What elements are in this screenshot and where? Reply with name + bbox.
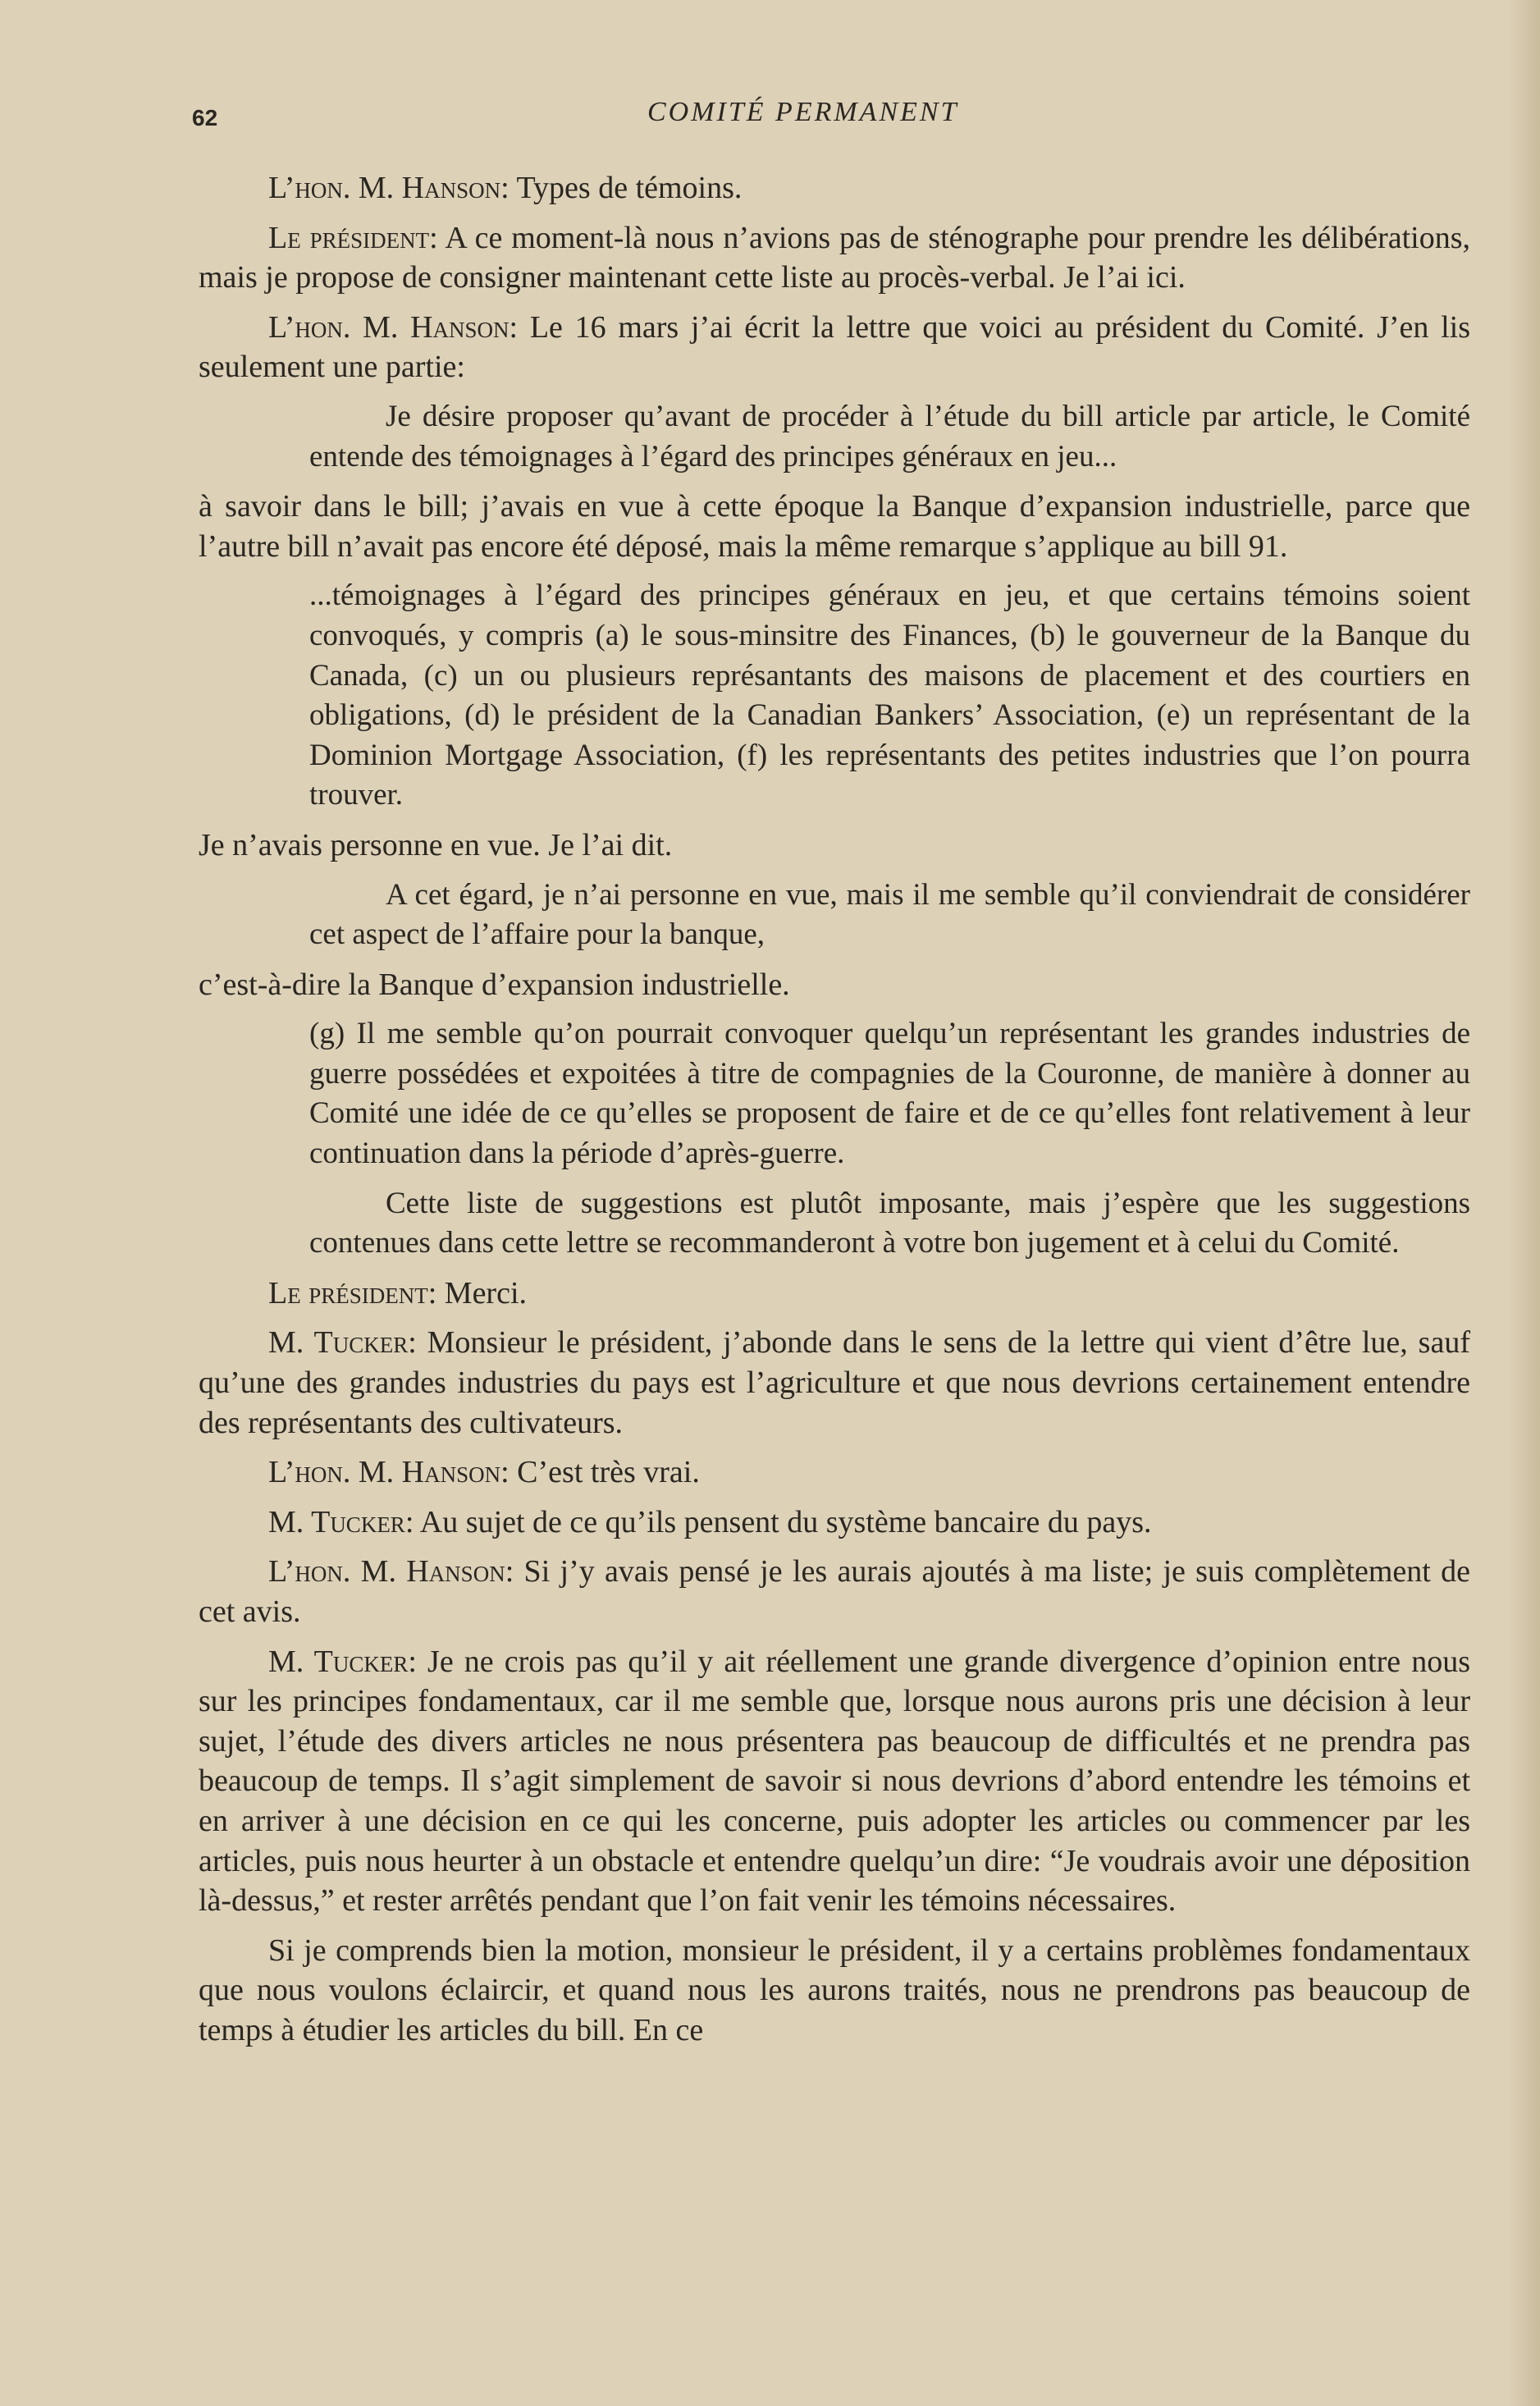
page-header xyxy=(192,90,1341,140)
paragraph-text: ...témoignages à l’égard des principes généraux en jeu, et que certains témoins soient convoqués, y compris (a) le sous-minsitre des Finances, (b) le gouverneur de la Banque du Canada, (c) un ou plusieurs représantants des maisons de placement et des courtiers en obligations, (d) le président de la Canadian Bankers’ Association, (e) un représentant de la Dominion Mortgage Association, (f) les représentants des petites industries que l’on pourra trouver. xyxy=(309,579,1470,812)
paragraph-text: Si je comprends bien la motion, monsieur le président, il y a certains problèmes fondamentaux que nous voulons éclaircir, et quand nous les aurons traités, nous ne prendrons pas beaucoup de temps à étudier les articles du bill. En ce xyxy=(199,1933,1470,2047)
paragraph xyxy=(309,397,1470,477)
speaker-name: L’hon. M. Hanson: xyxy=(268,309,519,345)
paragraph-text: Types de témoins. xyxy=(509,171,743,205)
paragraph-text: c’est-à-dire la Banque d’expansion industrielle. xyxy=(199,967,790,1002)
speaker-name: M. Tucker: xyxy=(268,1504,414,1539)
paragraph xyxy=(199,826,1470,866)
paragraph-text: Le 16 mars j’ai écrit la lettre que voici au président du Comité. J’en lis seulement une partie: xyxy=(199,309,1471,385)
speaker-name: L’hon. M. Hanson: xyxy=(268,1554,514,1590)
paragraph-text: à savoir dans le bill; j’avais en vue à cette époque la Banque d’expansion industrielle, parce que l’autre bill n’avait pas encore été déposé, mais la même remarque s’applique au bill 91. xyxy=(199,489,1470,564)
paragraph xyxy=(309,576,1470,816)
paragraph xyxy=(199,1931,1470,2051)
paragraph-text: A ce moment-là nous n’avions pas de sténographe pour prendre les délibérations, mais je propose de consigner maintenant cette liste au procès-verbal. Je l’ai ici. xyxy=(199,220,1470,295)
paragraph-text: Si j’y avais pensé je les aurais ajoutés à ma liste; je suis complètement de cet avis. xyxy=(199,1554,1471,1629)
speaker-name: Le président: xyxy=(268,1275,437,1310)
paragraph xyxy=(199,218,1470,298)
speaker-name: M. Tucker: xyxy=(268,1644,417,1679)
paragraph xyxy=(199,965,1470,1005)
page-edge-shadow xyxy=(1507,0,1540,2406)
speaker-name: M. Tucker: xyxy=(268,1325,417,1361)
paragraph xyxy=(199,1323,1470,1443)
speaker-name: L’hon. M. Hanson: xyxy=(268,1455,510,1490)
paragraph-text: Je n’avais personne en vue. Je l’ai dit. xyxy=(199,827,673,862)
paragraph xyxy=(199,168,1470,208)
paragraph-text: C’est très vrai. xyxy=(509,1455,700,1490)
running-title: COMITÉ PERMANENT xyxy=(647,97,959,127)
paragraph xyxy=(199,1642,1470,1921)
paragraph-text: Je désire proposer qu’avant de procéder à l’étude du bill article par article, le Comité entende des témoignages à l’égard des principes généraux en jeu... xyxy=(309,399,1470,473)
paragraph-text: Merci. xyxy=(436,1275,528,1310)
paragraph xyxy=(309,1184,1470,1264)
paragraph xyxy=(199,1503,1470,1543)
paragraph-text: Monsieur le président, j’abonde dans le sens de la lettre qui vient d’être lue, sauf qu’une des grandes industries du pays est l’agriculture et que nous devrions certainement entendre des représentants des cultivateurs. xyxy=(199,1325,1470,1440)
paragraph xyxy=(199,1274,1470,1314)
paragraph-text: Au sujet de ce qu’ils pensent du système bancaire du pays. xyxy=(414,1504,1152,1539)
paragraph xyxy=(199,308,1470,387)
paragraph-text: (g) Il me semble qu’on pourrait convoquer quelqu’un représentant les grandes industries de guerre possédées et expoitées à titre de compagnies de la Couronne, de manière à donner au Comité une idée de ce qu’elles se proposent de faire et de ce qu’elles font relativement à leur continuation dans la période d’après-guerre. xyxy=(309,1017,1470,1171)
paragraph xyxy=(199,487,1470,566)
paragraph-text: A cet égard, je n’ai personne en vue, mais il me semble qu’il conviendrait de considérer cet aspect de l’affaire pour la banque, xyxy=(309,877,1470,952)
paragraph-text: Je ne crois pas qu’il y ait réellement une grande divergence d’opinion entre nous sur les principes fondamentaux, car il me semble que, lorsque nous aurons pris une décision à leur sujet, l’étude des divers articles ne nous présentera pas beaucoup de difficultés et ne prendra pas beaucoup de temps. Il s’agit simplement de savoir si nous devrions d’abord entendre les témoins et en arriver à une décision en ce qui les concerne, puis adopter les articles ou commencer par les articles, puis nous heurter à un obstacle et entendre quelqu’un dire: “Je voudrais avoir une déposition là-dessus,” et rester arrêtés pendant que l’on fait venir les témoins nécessaires. xyxy=(199,1644,1470,1919)
speaker-name: Le président: xyxy=(268,220,438,255)
speaker-name: L’hon. M. Hanson: xyxy=(268,171,510,205)
paragraph-text: Cette liste de suggestions est plutôt imposante, mais j’espère que les suggestions contenues dans cette lettre se recommanderont à votre bon jugement et à celui du Comité. xyxy=(309,1186,1470,1260)
paragraph xyxy=(199,1452,1470,1493)
paragraph xyxy=(199,1552,1470,1631)
paragraph xyxy=(309,1014,1470,1173)
paragraph xyxy=(309,876,1470,955)
body-text xyxy=(199,168,1470,2061)
page-number: 62 xyxy=(192,105,218,130)
